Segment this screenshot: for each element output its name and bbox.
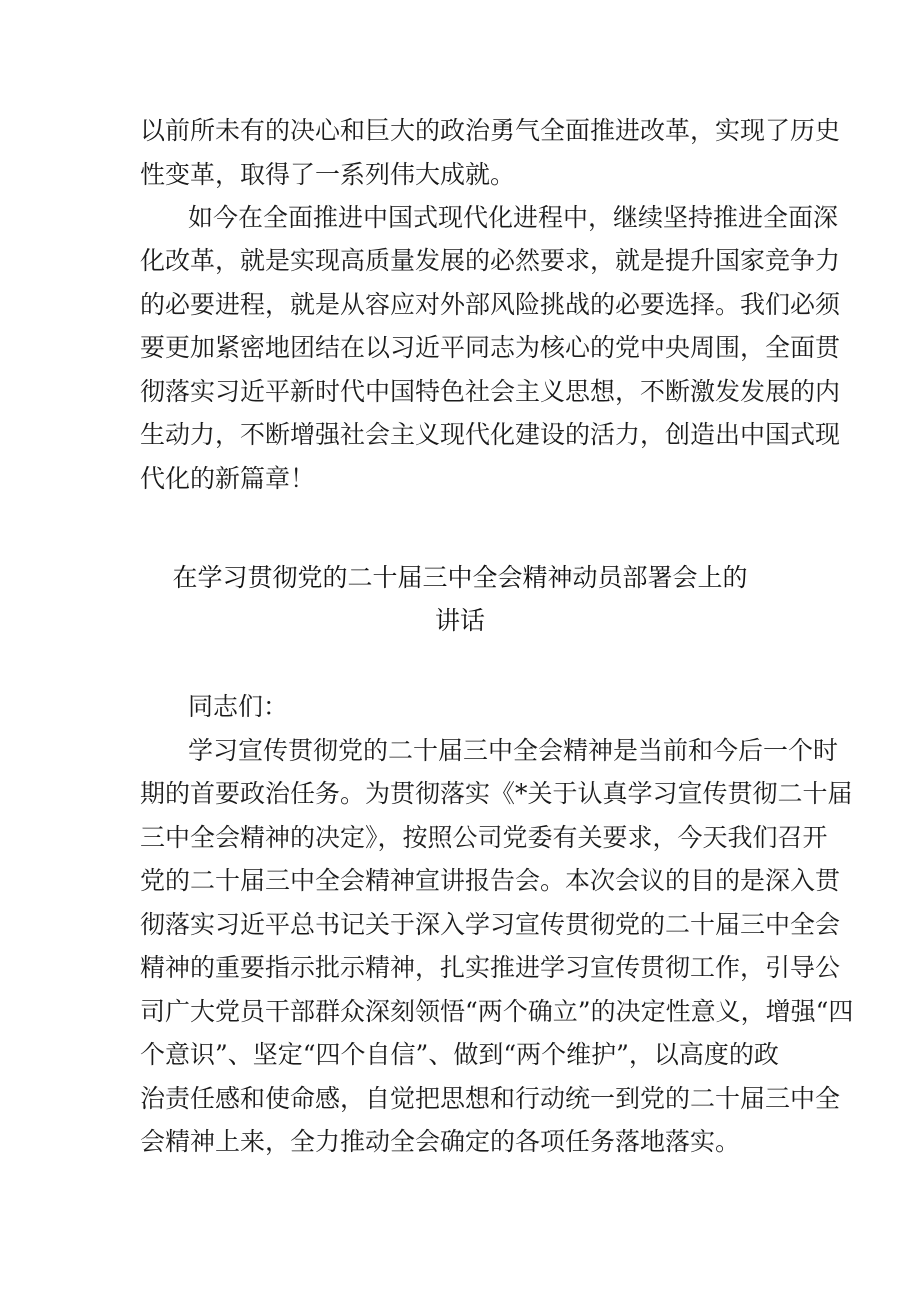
- paragraph-2-line-7: 代化的新篇章！: [140, 464, 316, 493]
- section-title-line-1: 在学习贯彻党的二十届三中全会精神动员部署会上的: [172, 563, 748, 592]
- paragraph-3-line-7: 司广大党员干部群众深刻领悟“两个确立”的决定性意义，增强“四: [140, 997, 854, 1026]
- paragraph-3-line-8: 个意识”、坚定“四个自信”、做到“两个维护”，以高度的政: [140, 1040, 779, 1069]
- paragraph-3-line-4: 党的二十届三中全会精神宣讲报告会。本次会议的目的是深入贯: [140, 866, 841, 895]
- paragraph-3-line-9: 治责任感和使命感，自觉把思想和行动统一到党的二十届三中全: [140, 1084, 841, 1113]
- paragraph-3-line-5: 彻落实习近平总书记关于深入学习宣传贯彻党的二十届三中全会: [140, 910, 841, 939]
- paragraph-3-line-1: 学习宣传贯彻党的二十届三中全会精神是当前和今后一个时: [188, 736, 839, 765]
- paragraph-2-line-5: 彻落实习近平新时代中国特色社会主义思想，不断激发发展的内: [140, 377, 841, 406]
- paragraph-2-line-2: 化改革，就是实现高质量发展的必然要求，就是提升国家竞争力: [140, 246, 841, 275]
- salutation: 同志们：: [188, 692, 289, 721]
- paragraph-3-line-2: 期的首要政治任务。为贯彻落实《*关于认真学习宣传贯彻二十届: [140, 779, 853, 808]
- paragraph-2-line-4: 要更加紧密地团结在以习近平同志为核心的党中央周围，全面贯: [140, 333, 841, 362]
- paragraph-2-line-3: 的必要进程，就是从容应对外部风险挑战的必要选择。我们必须: [140, 290, 841, 319]
- paragraph-2-line-1: 如今在全面推进中国式现代化进程中，继续坚持推进全面深: [188, 203, 839, 232]
- paragraph-3-line-10: 会精神上来，全力推动全会确定的各项任务落地落实。: [140, 1127, 741, 1156]
- paragraph-2-line-6: 生动力，不断增强社会主义现代化建设的活力，创造出中国式现: [140, 420, 841, 449]
- paragraph-3-line-3: 三中全会精神的决定》，按照公司党委有关要求，今天我们召开: [140, 823, 828, 852]
- paragraph-1-line-2: 性变革，取得了一系列伟大成就。: [140, 160, 516, 189]
- paragraph-3-line-6: 精神的重要指示批示精神，扎实推进学习宣传贯彻工作，引导公: [140, 953, 841, 982]
- section-title-line-2: 讲话: [434, 606, 485, 635]
- paragraph-1-line-1: 以前所未有的决心和巨大的政治勇气全面推进改革，实现了历史: [140, 116, 841, 145]
